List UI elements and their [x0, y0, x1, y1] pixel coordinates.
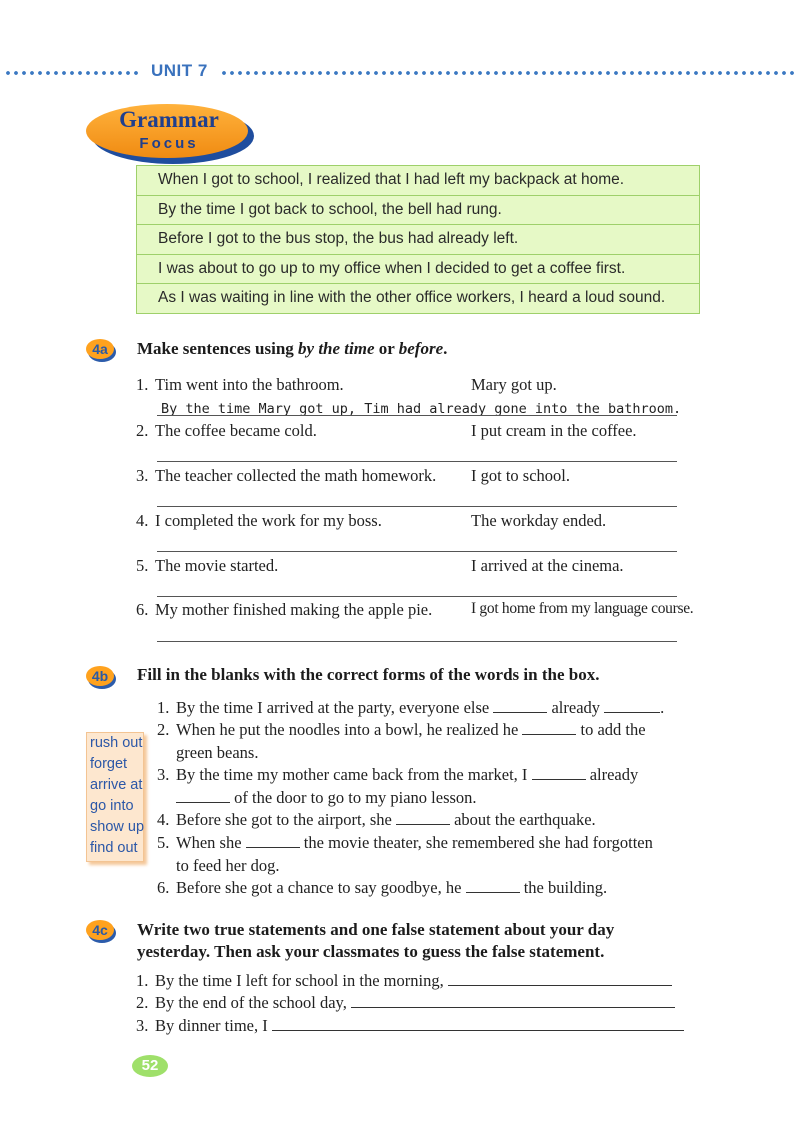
- example-answer: By the time Mary got up, Tim had already gone into the bathroom.: [161, 401, 682, 417]
- exercise-4c-instruction-line-1: Write two true statements and one false statement about your day: [137, 920, 615, 939]
- exercise-4c-instruction-line-2: yesterday. Then ask your classmates to guess the false statement.: [137, 942, 605, 961]
- page-number: 52: [132, 1055, 168, 1077]
- exercise-4b-item-1: 1. By the time I arrived at the party, everyone else already .: [157, 698, 665, 717]
- exercise-4c-item-2: 2. By the end of the school day,: [136, 993, 675, 1013]
- grammar-focus-badge: [86, 104, 252, 162]
- badge-title: Grammar: [119, 107, 219, 132]
- exercise-4a-instruction: Make sentences using by the time or before.: [137, 339, 448, 358]
- answer-line[interactable]: [157, 461, 677, 462]
- blank[interactable]: [532, 765, 586, 780]
- focus-sentence: Before I got to the bus stop, the bus had already left.: [137, 225, 699, 255]
- exercise-4a-item-2-second: I put cream in the coffee.: [471, 421, 637, 440]
- exercise-4b-item-3-cont: of the door to go to my piano lesson.: [176, 788, 477, 808]
- exercise-label-4b: 4b: [86, 666, 114, 686]
- answer-line[interactable]: [448, 971, 672, 986]
- exercise-4a-item-6-second: I got home from my language course.: [471, 600, 694, 617]
- word-box-item: rush out: [90, 735, 143, 751]
- exercise-4b-item-5-cont: to feed her dog.: [176, 856, 280, 875]
- exercise-4a-item-1-second: Mary got up.: [471, 375, 557, 394]
- word-box-item: find out: [90, 840, 138, 856]
- focus-sentence: By the time I got back to school, the bell had rung.: [137, 196, 699, 226]
- answer-line[interactable]: [157, 506, 677, 507]
- exercise-4b-item-2: 2. When he put the noodles into a bowl, he realized he to add the: [157, 720, 646, 739]
- exercise-4a-item-3-second: I got to school.: [471, 466, 570, 485]
- exercise-4a-item-5: 5. The movie started.: [136, 556, 279, 575]
- focus-sentence: I was about to go up to my office when I decided to get a coffee first.: [137, 255, 699, 285]
- focus-sentence: When I got to school, I realized that I had left my backpack at home.: [137, 166, 699, 196]
- exercise-4c-item-1: 1. By the time I left for school in the morning,: [136, 971, 672, 991]
- dotted-rule-left: [4, 71, 142, 75]
- exercise-label-4a: 4a: [86, 339, 114, 359]
- blank[interactable]: [493, 698, 547, 713]
- answer-line[interactable]: [272, 1016, 684, 1031]
- answer-line[interactable]: [351, 993, 675, 1008]
- focus-sentence: As I was waiting in line with the other office workers, I heard a loud sound.: [158, 289, 666, 306]
- answer-line[interactable]: [157, 641, 677, 642]
- word-box: [86, 732, 144, 862]
- exercise-4b-instruction: Fill in the blanks with the correct forms of the words in the box.: [137, 665, 600, 684]
- unit-header: [0, 60, 800, 84]
- exercise-4b-item-2-cont: green beans.: [176, 743, 259, 762]
- exercise-4a-item-4-second: The workday ended.: [471, 511, 607, 530]
- exercise-4a-item-3: 3. The teacher collected the math homework.: [136, 466, 437, 485]
- exercise-4c-item-3: 3. By dinner time, I: [136, 1016, 684, 1036]
- exercise-4b-item-4: 4. Before she got to the airport, she about the earthquake.: [157, 810, 596, 829]
- blank[interactable]: [176, 788, 230, 803]
- dotted-rule-right: [220, 71, 795, 75]
- answer-line[interactable]: [157, 596, 677, 597]
- exercise-4a-item-1: 1. Tim went into the bathroom.: [136, 375, 344, 394]
- blank[interactable]: [246, 833, 300, 848]
- exercise-4b-item-5: 5. When she the movie theater, she remembered she had forgotten: [157, 833, 653, 852]
- blank[interactable]: [396, 810, 450, 825]
- word-box-item: go into: [90, 798, 134, 814]
- blank[interactable]: [466, 878, 520, 893]
- exercise-4b-item-6: 6. Before she got a chance to say goodbye, he the building.: [157, 878, 608, 897]
- unit-title: UNIT 7: [151, 61, 208, 80]
- exercise-4a-item-4: 4. I completed the work for my boss.: [136, 511, 382, 530]
- grammar-focus-table: [136, 165, 700, 314]
- blank[interactable]: [522, 720, 576, 735]
- word-box-item: arrive at: [90, 777, 143, 793]
- word-box-item: forget: [90, 756, 128, 772]
- exercise-4a-item-2: 2. The coffee became cold.: [136, 421, 317, 440]
- exercise-4b-item-3: 3. By the time my mother came back from the market, I already: [157, 765, 639, 784]
- answer-line[interactable]: [157, 551, 677, 552]
- blank[interactable]: [604, 698, 660, 713]
- answer-line[interactable]: [157, 415, 677, 416]
- exercise-4a-item-6: 6. My mother finished making the apple pie.: [136, 600, 433, 619]
- word-box-item: show up: [90, 819, 145, 835]
- badge-subtitle: Focus: [139, 135, 199, 152]
- exercise-4a-item-5-second: I arrived at the cinema.: [471, 556, 624, 575]
- exercise-label-4c: 4c: [86, 920, 114, 940]
